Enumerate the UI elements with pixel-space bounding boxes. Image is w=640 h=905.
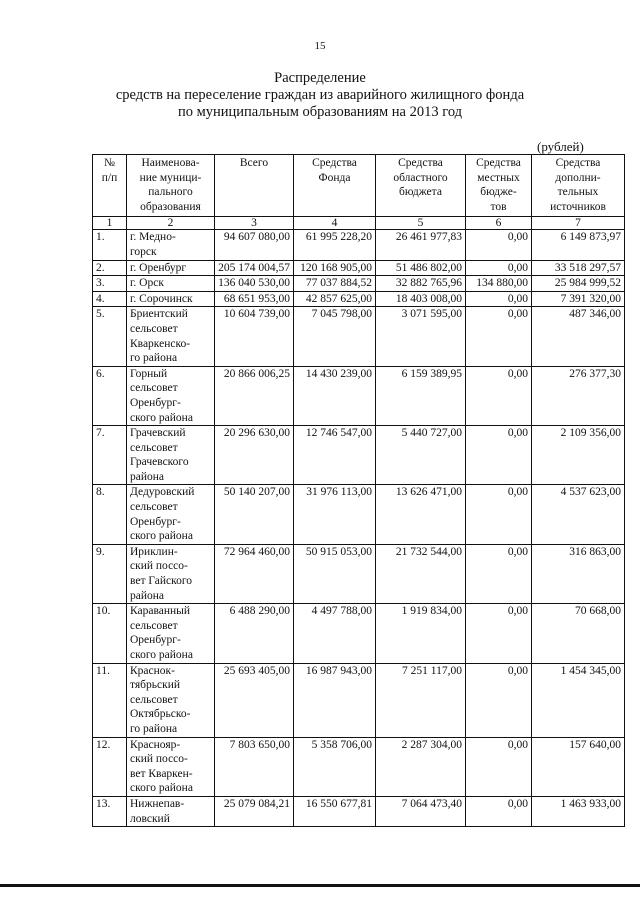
document-title xyxy=(0,70,640,121)
amount-regional: 21 732 544,00 xyxy=(376,544,466,603)
municipality-name: Грачевский сельсовет Грачевского района xyxy=(127,426,215,485)
amount-total: 205 174 004,57 xyxy=(215,260,294,276)
amount-regional: 13 626 471,00 xyxy=(376,485,466,544)
row-number: 4. xyxy=(93,291,127,307)
column-number: 5 xyxy=(376,217,466,230)
title-line: средств на переселение граждан из аварийного жилищного фонда xyxy=(115,87,525,103)
amount-total: 7 803 650,00 xyxy=(215,737,294,796)
amount-regional: 7 251 117,00 xyxy=(376,663,466,737)
header-total: Всего xyxy=(215,155,294,217)
column-number: 4 xyxy=(294,217,376,230)
row-number: 8. xyxy=(93,485,127,544)
municipality-name: г. Сорочинск xyxy=(127,291,215,307)
row-number: 2. xyxy=(93,260,127,276)
amount-regional: 32 882 765,96 xyxy=(376,276,466,292)
table-row xyxy=(93,663,625,737)
amount-regional: 5 440 727,00 xyxy=(376,426,466,485)
municipality-name: Ириклин- ский поссо- вет Гайского района xyxy=(127,544,215,603)
table-row xyxy=(93,426,625,485)
header-name: Наименова- ние муници- пального образования xyxy=(127,155,215,217)
column-number: 2 xyxy=(127,217,215,230)
table-row xyxy=(93,260,625,276)
amount-fund: 5 358 706,00 xyxy=(294,737,376,796)
amount-total: 94 607 080,00 xyxy=(215,230,294,260)
row-number: 9. xyxy=(93,544,127,603)
amount-fund: 120 168 905,00 xyxy=(294,260,376,276)
amount-total: 136 040 530,00 xyxy=(215,276,294,292)
amount-regional: 51 486 802,00 xyxy=(376,260,466,276)
amount-regional: 7 064 473,40 xyxy=(376,796,466,826)
column-number: 7 xyxy=(532,217,625,230)
row-number: 10. xyxy=(93,604,127,663)
municipality-name: г. Медно- горск xyxy=(127,230,215,260)
amount-additional: 7 391 320,00 xyxy=(532,291,625,307)
amount-total: 25 693 405,00 xyxy=(215,663,294,737)
title-line: по муниципальным образованиям на 2013 год xyxy=(177,104,463,120)
amount-fund: 61 995 228,20 xyxy=(294,230,376,260)
amount-local: 134 880,00 xyxy=(466,276,532,292)
amount-local: 0,00 xyxy=(466,737,532,796)
column-number: 1 xyxy=(93,217,127,230)
amount-fund: 42 857 625,00 xyxy=(294,291,376,307)
municipality-name: Дедуровский сельсовет Оренбург- ского района xyxy=(127,485,215,544)
table-row xyxy=(93,276,625,292)
amount-local: 0,00 xyxy=(466,366,532,425)
amount-regional: 6 159 389,95 xyxy=(376,366,466,425)
municipality-name: Краснояр- ский поссо- вет Кваркен- ского района xyxy=(127,737,215,796)
amount-local: 0,00 xyxy=(466,426,532,485)
amount-additional: 4 537 623,00 xyxy=(532,485,625,544)
amount-local: 0,00 xyxy=(466,260,532,276)
municipality-name: Караванный сельсовет Оренбург- ского района xyxy=(127,604,215,663)
amount-total: 20 296 630,00 xyxy=(215,426,294,485)
amount-fund: 7 045 798,00 xyxy=(294,307,376,366)
amount-local: 0,00 xyxy=(466,230,532,260)
municipality-name: Краснок- тябрьский сельсовет Октябрьско- го района xyxy=(127,663,215,737)
amount-fund: 77 037 884,52 xyxy=(294,276,376,292)
amount-additional: 25 984 999,52 xyxy=(532,276,625,292)
amount-local: 0,00 xyxy=(466,544,532,603)
row-number: 1. xyxy=(93,230,127,260)
amount-regional: 2 287 304,00 xyxy=(376,737,466,796)
row-number: 13. xyxy=(93,796,127,826)
column-number: 6 xyxy=(466,217,532,230)
amount-regional: 26 461 977,83 xyxy=(376,230,466,260)
amount-total: 6 488 290,00 xyxy=(215,604,294,663)
amount-total: 50 140 207,00 xyxy=(215,485,294,544)
title-line: Распределение xyxy=(274,70,366,86)
municipality-name: Бриентский сельсовет Кваркенско- го района xyxy=(127,307,215,366)
amount-total: 10 604 739,00 xyxy=(215,307,294,366)
amount-additional: 33 518 297,57 xyxy=(532,260,625,276)
table-body xyxy=(93,230,625,827)
amount-regional: 18 403 008,00 xyxy=(376,291,466,307)
header-row xyxy=(93,155,625,217)
table-row xyxy=(93,307,625,366)
row-number: 12. xyxy=(93,737,127,796)
amount-fund: 14 430 239,00 xyxy=(294,366,376,425)
amount-additional: 316 863,00 xyxy=(532,544,625,603)
amount-fund: 12 746 547,00 xyxy=(294,426,376,485)
amount-additional: 70 668,00 xyxy=(532,604,625,663)
amount-additional: 1 454 345,00 xyxy=(532,663,625,737)
amount-regional: 3 071 595,00 xyxy=(376,307,466,366)
municipality-name: Горный сельсовет Оренбург- ского района xyxy=(127,366,215,425)
header-number: № п/п xyxy=(93,155,127,217)
row-number: 7. xyxy=(93,426,127,485)
amount-fund: 16 550 677,81 xyxy=(294,796,376,826)
amount-fund: 4 497 788,00 xyxy=(294,604,376,663)
amount-total: 68 651 953,00 xyxy=(215,291,294,307)
amount-regional: 1 919 834,00 xyxy=(376,604,466,663)
amount-additional: 1 463 933,00 xyxy=(532,796,625,826)
table-row xyxy=(93,485,625,544)
units-label: (рублей) xyxy=(537,139,584,154)
amount-local: 0,00 xyxy=(466,796,532,826)
header-regional: Средства областного бюджета xyxy=(376,155,466,217)
table-row xyxy=(93,230,625,260)
header-local: Средства местных бюдже- тов xyxy=(466,155,532,217)
amount-total: 72 964 460,00 xyxy=(215,544,294,603)
row-number: 3. xyxy=(93,276,127,292)
amount-fund: 50 915 053,00 xyxy=(294,544,376,603)
amount-additional: 487 346,00 xyxy=(532,307,625,366)
bottom-rule xyxy=(0,884,640,887)
header-fund: Средства Фонда xyxy=(294,155,376,217)
table-row xyxy=(93,796,625,826)
amount-local: 0,00 xyxy=(466,663,532,737)
row-number: 6. xyxy=(93,366,127,425)
distribution-table xyxy=(92,154,625,827)
table-row xyxy=(93,366,625,425)
municipality-name: Нижнепав- ловский xyxy=(127,796,215,826)
amount-total: 20 866 006,25 xyxy=(215,366,294,425)
row-number: 11. xyxy=(93,663,127,737)
table-row xyxy=(93,291,625,307)
municipality-name: г. Орск xyxy=(127,276,215,292)
municipality-name: г. Оренбург xyxy=(127,260,215,276)
page-number: 15 xyxy=(314,40,326,52)
amount-fund: 31 976 113,00 xyxy=(294,485,376,544)
table-row xyxy=(93,737,625,796)
header-additional: Средства дополни- тельных источников xyxy=(532,155,625,217)
amount-additional: 6 149 873,97 xyxy=(532,230,625,260)
amount-local: 0,00 xyxy=(466,307,532,366)
amount-additional: 157 640,00 xyxy=(532,737,625,796)
amount-local: 0,00 xyxy=(466,485,532,544)
column-number: 3 xyxy=(215,217,294,230)
amount-additional: 276 377,30 xyxy=(532,366,625,425)
column-number-row xyxy=(93,217,625,230)
row-number: 5. xyxy=(93,307,127,366)
amount-total: 25 079 084,21 xyxy=(215,796,294,826)
amount-local: 0,00 xyxy=(466,291,532,307)
amount-additional: 2 109 356,00 xyxy=(532,426,625,485)
table-row xyxy=(93,544,625,603)
table-row xyxy=(93,604,625,663)
amount-local: 0,00 xyxy=(466,604,532,663)
amount-fund: 16 987 943,00 xyxy=(294,663,376,737)
